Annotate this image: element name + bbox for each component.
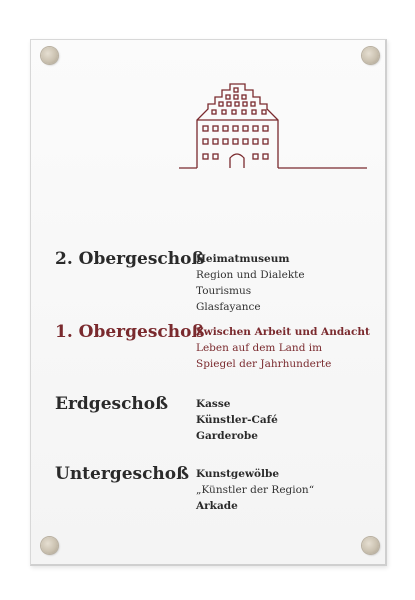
building-outline-icon <box>177 82 367 172</box>
floor-item: Region und Dialekte <box>196 269 305 281</box>
floor-item: Garderobe <box>196 430 258 442</box>
floor-item: Spiegel der Jahrhunderte <box>196 358 332 370</box>
floor-item: Künstler-Café <box>196 414 278 426</box>
floor-item: Tourismus <box>196 285 252 297</box>
screw-bottom-left <box>41 537 58 554</box>
floor-item: „Künstler der Region“ <box>196 484 315 496</box>
floor-item: Kunstgewölbe <box>196 468 280 480</box>
floor-item: Zwischen Arbeit und Andacht <box>196 326 370 338</box>
floor-item: Kasse <box>196 398 231 410</box>
screw-bottom-right <box>362 537 379 554</box>
floor-item: Glasfayance <box>196 301 261 313</box>
floor-name: 2. Obergeschoß <box>55 249 205 269</box>
floor-name: Erdgeschoß <box>55 394 169 414</box>
floor-items <box>196 251 305 315</box>
floor-item: Leben auf dem Land im <box>196 342 323 354</box>
floor-items <box>196 324 370 372</box>
floor-name: 1. Obergeschoß <box>55 322 205 342</box>
floor-item: Arkade <box>196 500 238 512</box>
floor-item: Heimatmuseum <box>196 253 290 265</box>
floor-name: Untergeschoß <box>55 464 190 484</box>
screw-top-right <box>362 47 379 64</box>
screw-top-left <box>41 47 58 64</box>
floor-items <box>196 396 278 444</box>
floor-items <box>196 466 314 514</box>
